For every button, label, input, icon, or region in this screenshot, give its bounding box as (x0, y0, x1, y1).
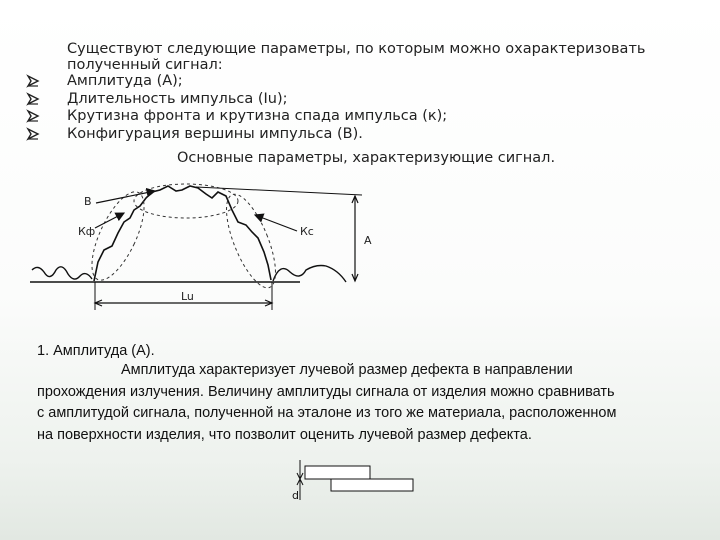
paragraph-line: на поверхности изделия, что позволит оценить лучевой размер дефекта. (37, 426, 532, 443)
top-ellipse (134, 184, 238, 218)
label-b: B (84, 195, 92, 208)
list-item-label: Крутизна фронта и крутизна спада импульса (к); (67, 108, 448, 124)
intro-line-1: Существуют следующие параметры, по которым можно охарактеризовать (67, 41, 646, 57)
label-kf: Кф (78, 225, 96, 238)
intro-line-2: полученный сигнал: (67, 57, 223, 73)
arrow-kf (95, 213, 124, 228)
label-a: A (364, 234, 372, 247)
list-item-label: Длительность импульса (Iu); (67, 90, 288, 107)
noise-left (32, 267, 92, 279)
paragraph-line: Амплитуда характеризует лучевой размер дефекта в направлении (121, 362, 573, 378)
section-title: 1. Амплитуда (А). (37, 343, 155, 359)
fall-ellipse (217, 188, 286, 293)
list-item-label: Конфигурация вершины импульса (В). (67, 125, 363, 142)
label-lu: Lu (181, 290, 194, 303)
figure-caption: Основные параметры, характеризующие сигнал. (177, 150, 556, 166)
section-paragraph (37, 360, 687, 446)
list-item-label: Амплитуда (А); (67, 73, 183, 89)
noise-right (273, 266, 346, 283)
paragraph-line: с амплитудой сигнала, полученной на эталоне из того же материала, расположенном (37, 405, 617, 421)
label-kc: Кс (300, 225, 314, 238)
defect-bar-top (305, 466, 370, 479)
label-d: d (292, 489, 299, 502)
defect-bar-bottom (331, 479, 413, 491)
paragraph-line: прохождения излучения. Величину амплитуды сигнала от изделия можно сравнивать (37, 383, 615, 400)
